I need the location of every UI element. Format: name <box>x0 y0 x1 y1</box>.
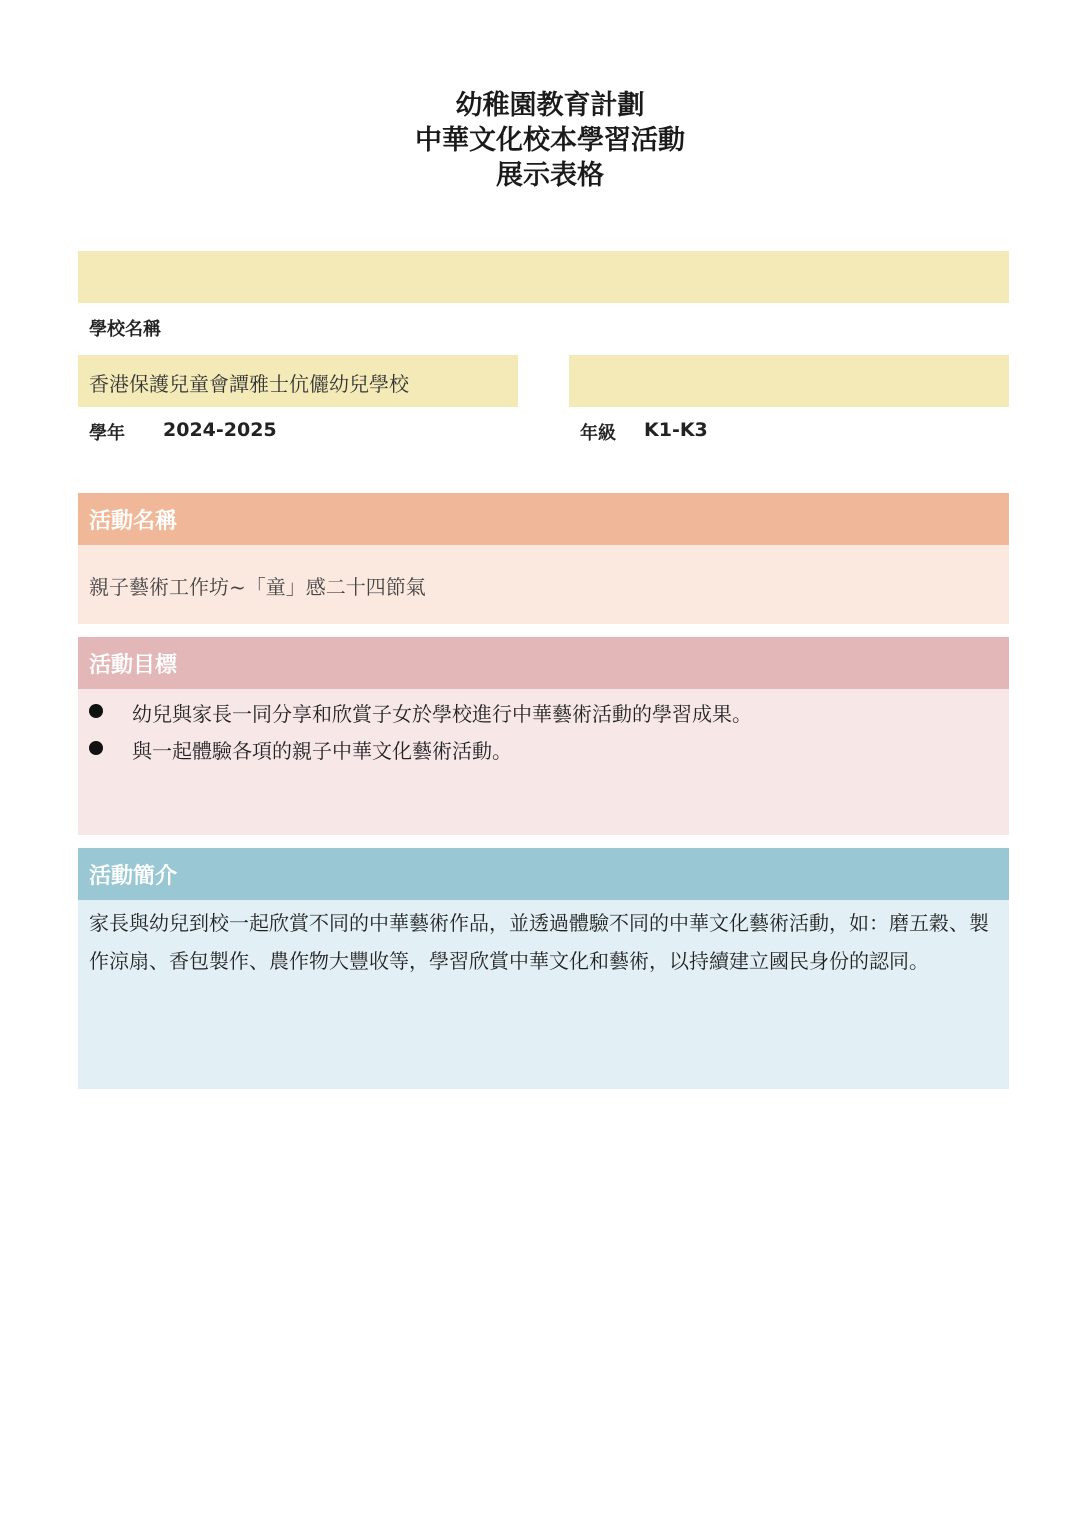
school-name-value: 香港保護兒童會譚雅士伉儷幼兒學校 <box>89 372 409 396</box>
title-line-3: 展示表格 <box>496 160 604 191</box>
goals-list <box>78 698 1009 772</box>
list-item <box>78 735 1009 772</box>
grade-label: 年級 <box>580 423 616 444</box>
school-name-field <box>78 355 518 407</box>
header-band <box>78 251 1009 303</box>
school-logo-box <box>569 355 1009 407</box>
bullet-icon <box>89 741 103 755</box>
list-item <box>78 698 1009 735</box>
goal-text: 與一起體驗各項的親子中華文化藝術活動。 <box>132 739 512 763</box>
school-name-label: 學校名稱 <box>89 319 161 340</box>
title-line-2: 中華文化校本學習活動 <box>415 125 685 156</box>
school-year-label: 學年 <box>89 423 125 444</box>
activity-goals-heading: 活動目標 <box>89 653 178 678</box>
activity-goals-header <box>78 637 1009 689</box>
bullet-icon <box>89 704 103 718</box>
activity-name-value: 親子藝術工作坊~「童」感二十四節氣 <box>89 575 426 599</box>
activity-goals-body <box>78 689 1009 835</box>
activity-intro-text: 家長與幼兒到校一起欣賞不同的中華藝術作品，並透過體驗不同的中華文化藝術活動，如：磨五穀、製作涼扇、香包製作、農作物大豐收等，學習欣賞中華文化和藝術，以持續建立國民身份的認同。 <box>89 911 989 973</box>
goal-text: 幼兒與家長一同分享和欣賞子女於學校進行中華藝術活動的學習成果。 <box>132 702 752 726</box>
school-year-value: 2024-2025 <box>163 419 277 441</box>
activity-name-heading: 活動名稱 <box>89 509 178 534</box>
grade-value: K1-K3 <box>644 419 708 441</box>
title-line-1: 幼稚園教育計劃 <box>455 90 645 121</box>
activity-intro-header <box>78 848 1009 900</box>
activity-name-body <box>78 545 1009 624</box>
document-title <box>0 88 1086 193</box>
activity-intro-body <box>78 900 1009 1089</box>
activity-intro-heading: 活動簡介 <box>89 864 178 889</box>
activity-name-header <box>78 493 1009 545</box>
